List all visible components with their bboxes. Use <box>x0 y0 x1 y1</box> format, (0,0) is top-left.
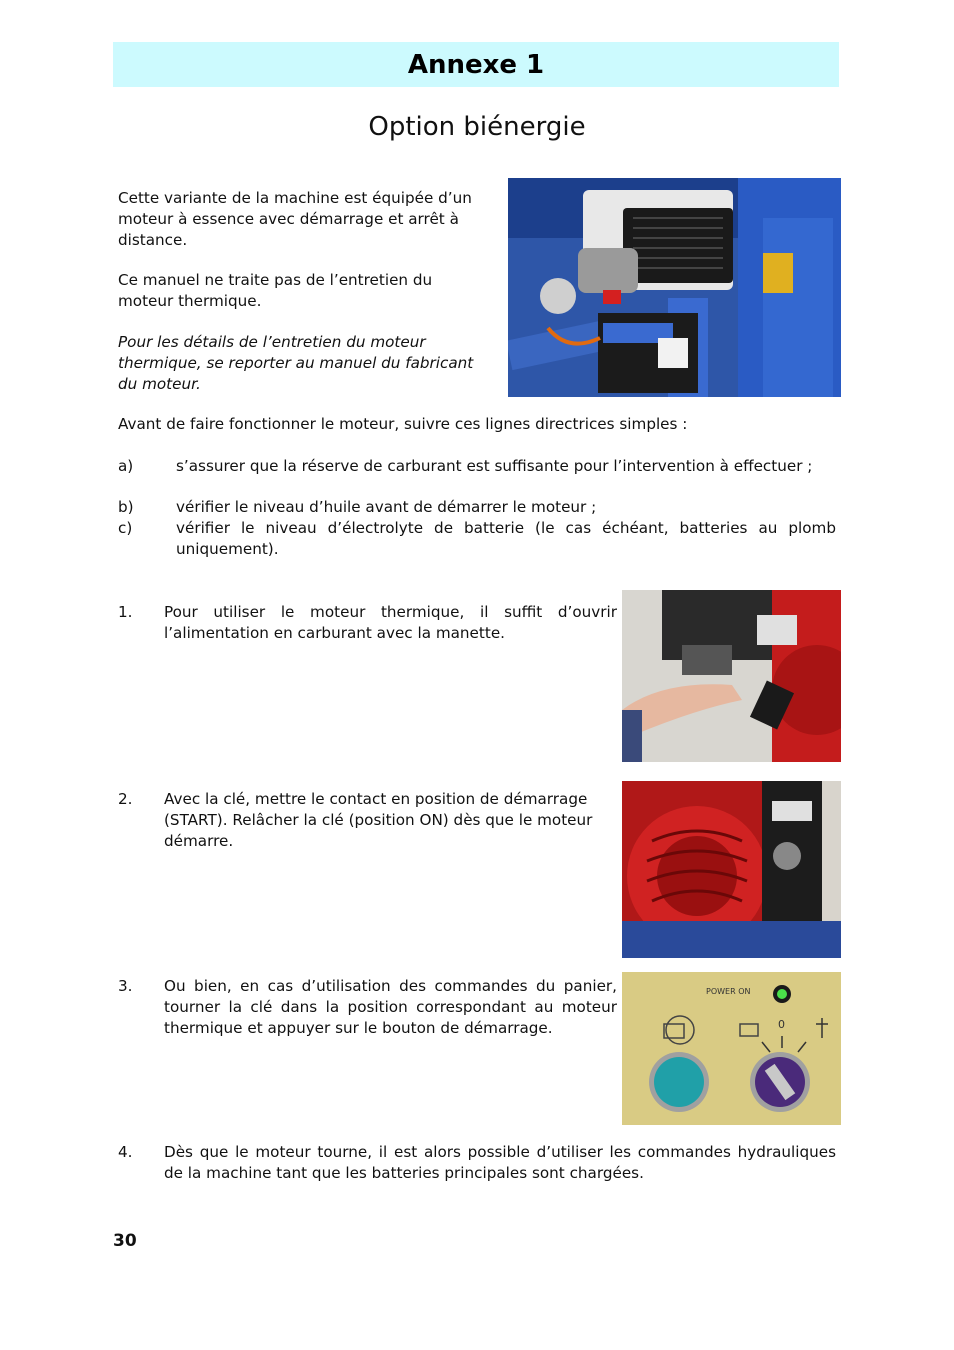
fuel-valve-photo <box>622 590 841 762</box>
intro-paragraph-1: Cette variante de la machine est équipée d’un moteur à essence avec démarrage et arrêt à distance. <box>118 189 472 249</box>
step-4-number: 4. <box>118 1143 133 1161</box>
step-2-text: Avec la clé, mettre le contact en position de démarrage (START). Relâcher la clé (position ON) dès que le moteur démarre. <box>164 790 593 850</box>
step-4-text: Dès que le moteur tourne, il est alors possible d’utiliser les commandes hydrauliques de la machine tant que les batteries principales sont chargées. <box>164 1143 836 1182</box>
annex-title: Annexe 1 <box>407 49 545 80</box>
step-2-number: 2. <box>118 790 133 808</box>
guideline-text-b: vérifier le niveau d’huile avant de démarrer le moteur ; <box>176 498 597 516</box>
guideline-label-b: b) <box>118 498 134 516</box>
page-number: 30 <box>113 1231 137 1251</box>
guideline-text-a: s’assurer que la réserve de carburant est suffisante pour l’intervention à effectuer ; <box>176 457 813 475</box>
intro-paragraph-2: Ce manuel ne traite pas de l’entretien du moteur thermique. <box>118 271 433 310</box>
step-3-text: Ou bien, en cas d’utilisation des commandes du panier, tourner la clé dans la position correspondant au moteur thermique et appuyer sur le bouton de démarrage. <box>164 977 617 1037</box>
page-title: Option biénergie <box>368 112 586 142</box>
power-on-label: POWER ON <box>706 987 751 996</box>
step-3-number: 3. <box>118 977 133 995</box>
annex-header-banner <box>113 42 839 87</box>
step-1-text: Pour utiliser le moteur thermique, il suffit d’ouvrir l’alimentation en carburant avec la manette. <box>164 603 617 642</box>
guidelines-lead: Avant de faire fonctionner le moteur, suivre ces lignes directrices simples : <box>118 415 688 433</box>
ignition-key-photo <box>622 781 841 958</box>
zero-position-label: 0 <box>778 1018 785 1031</box>
guideline-label-a: a) <box>118 457 134 475</box>
guideline-text-c: vérifier le niveau d’électrolyte de batterie (le cas échéant, batteries au plomb uniquement). <box>176 519 836 558</box>
basket-control-panel-photo <box>622 972 841 1125</box>
intro-paragraph-3: Pour les détails de l’entretien du moteur thermique, se reporter au manuel du fabricant du moteur. <box>118 333 474 393</box>
step-1-number: 1. <box>118 603 133 621</box>
engine-battery-photo <box>508 178 841 397</box>
guideline-label-c: c) <box>118 519 133 537</box>
